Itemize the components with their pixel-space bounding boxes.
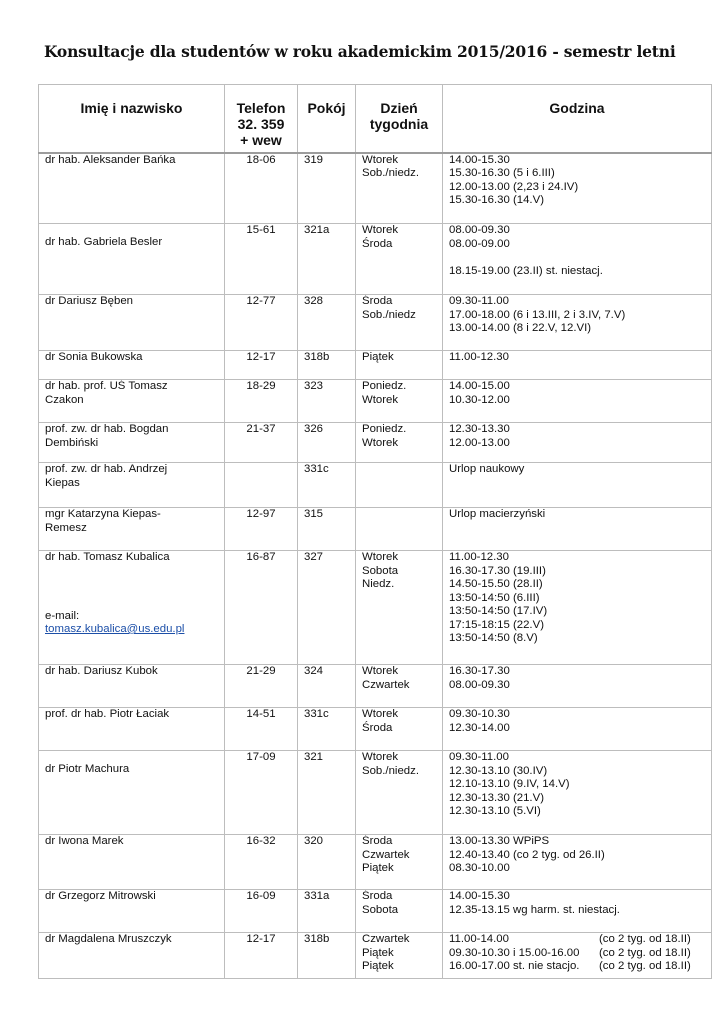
hours-line: 12.00-13.00 (2,23 i 24.IV) — [449, 180, 579, 193]
hours-line: 13.00-13.30 WPiPS — [449, 835, 550, 847]
name-cell — [39, 665, 225, 708]
room-cell: 321a — [298, 224, 356, 295]
phone-cell: 12-97 — [225, 508, 298, 551]
email-label: e-mail: — [45, 609, 80, 622]
hours-line: 12.00-13.00 — [449, 436, 510, 449]
table-row — [39, 508, 712, 551]
hours-line: 12.30-13.10 (5.VI) — [449, 805, 541, 817]
name-cell — [39, 463, 225, 508]
name-line: prof. dr hab. Piotr Łaciak — [45, 708, 170, 720]
day-line: Środa — [362, 721, 393, 734]
phone-cell: 21-29 — [225, 665, 298, 708]
header-phone-line: 32. 359 — [237, 116, 285, 132]
room-cell: 331c — [298, 463, 356, 508]
name-cell — [39, 423, 225, 463]
hours-line: 16.30-17.30 (19.III) — [449, 564, 546, 577]
day-line: Sob./niedz. — [362, 167, 419, 179]
day-cell — [356, 224, 443, 295]
name-cell — [39, 224, 225, 295]
name-cell — [39, 295, 225, 351]
room-cell: 326 — [298, 423, 356, 463]
day-cell — [356, 890, 443, 933]
name-cell — [39, 153, 225, 224]
phone-cell: 14-51 — [225, 708, 298, 751]
room-cell: 331c — [298, 708, 356, 751]
hours-cell — [443, 751, 712, 835]
hours-cell — [443, 423, 712, 463]
header-room: Pokój — [298, 85, 356, 153]
name-cell — [39, 890, 225, 933]
page-title: Konsultacje dla studentów w roku akademickim 2015/2016 - semestr letni — [44, 42, 676, 61]
day-cell — [356, 295, 443, 351]
phone-cell: 16-09 — [225, 890, 298, 933]
phone-cell — [225, 463, 298, 508]
header-hours: Godzina — [443, 85, 712, 153]
hours-time: 09.30-10.30 i 15.00-16.00 — [449, 946, 580, 959]
phone-cell: 16-32 — [225, 835, 298, 890]
name-line: dr hab. Aleksander Bańka — [45, 153, 176, 166]
hours-line: 16.30-17.30 — [449, 665, 510, 677]
hours-line: 14.00-15.30 — [449, 153, 510, 166]
hours-line: 15.30-16.30 (5 i 6.III) — [449, 167, 555, 179]
day-cell — [356, 351, 443, 380]
table-row — [39, 224, 712, 295]
hours-note: (co 2 tyg. od 18.II) — [599, 960, 691, 972]
hours-cell — [443, 551, 712, 665]
name-cell — [39, 751, 225, 835]
hours-line: 12.30-13.10 (30.IV) — [449, 764, 548, 777]
hours-line: 18.15-19.00 (23.II) st. niestacj. — [449, 264, 603, 277]
hours-line: 09.30-11.00 — [449, 751, 509, 763]
hours-line: 08.00-09.30 — [449, 678, 510, 691]
hours-line: 12.10-13.10 (9.IV, 14.V) — [449, 778, 570, 790]
phone-cell: 12-17 — [225, 351, 298, 380]
name-cell — [39, 708, 225, 751]
table-row — [39, 933, 712, 979]
day-line: Poniedz. — [362, 380, 407, 392]
hours-line: 11.00-12.30 — [449, 551, 509, 563]
table-row — [39, 351, 712, 380]
day-line: Wtorek — [362, 153, 399, 166]
day-cell — [356, 423, 443, 463]
day-cell — [356, 751, 443, 835]
hours-note: (co 2 tyg. od 18.II) — [599, 946, 691, 959]
hours-line: 13:50-14:50 (17.IV) — [449, 605, 548, 617]
phone-cell: 15-61 — [225, 224, 298, 295]
consultation-table — [38, 84, 712, 979]
table-row — [39, 835, 712, 890]
header-day — [356, 85, 443, 153]
table-header-row — [39, 85, 712, 153]
room-cell: 327 — [298, 551, 356, 665]
name-line: dr hab. Gabriela Besler — [45, 236, 163, 248]
day-cell — [356, 551, 443, 665]
room-cell: 324 — [298, 665, 356, 708]
name-line: dr hab. Dariusz Kubok — [45, 665, 158, 677]
phone-cell: 16-87 — [225, 551, 298, 665]
name-cell — [39, 380, 225, 423]
hours-line: 10.30-12.00 — [449, 393, 510, 406]
hours-line: 09.30-10.30 — [449, 708, 510, 720]
day-line: Czwartek — [362, 933, 410, 945]
hours-cell — [443, 295, 712, 351]
day-line: Piątek — [362, 862, 394, 874]
email-link[interactable]: tomasz.kubalica@us.edu.pl — [45, 623, 185, 635]
day-cell — [356, 933, 443, 979]
hours-cell — [443, 153, 712, 224]
day-line: Wtorek — [362, 751, 399, 763]
table-row — [39, 423, 712, 463]
phone-cell: 18-29 — [225, 380, 298, 423]
table-row — [39, 463, 712, 508]
hours-line: 11.00-12.30 — [449, 351, 509, 363]
day-line: Wtorek — [362, 393, 399, 406]
name-line: dr Magdalena Mruszczyk — [45, 933, 172, 945]
header-phone-line: + wew — [240, 132, 282, 148]
day-line: Wtorek — [362, 436, 399, 449]
name-line: dr hab. Tomasz Kubalica — [45, 551, 170, 563]
room-cell: 315 — [298, 508, 356, 551]
room-cell: 318b — [298, 933, 356, 979]
hours-line: 14.50-15.50 (28.II) — [449, 578, 543, 590]
day-line: Sob./niedz — [362, 308, 416, 321]
day-line: Sobota — [362, 903, 399, 916]
table-row — [39, 708, 712, 751]
hours-cell — [443, 508, 712, 551]
room-cell: 331a — [298, 890, 356, 933]
name-cell — [39, 508, 225, 551]
hours-cell — [443, 835, 712, 890]
hours-cell — [443, 351, 712, 380]
day-line: Czwartek — [362, 848, 410, 861]
table-row — [39, 890, 712, 933]
hours-cell — [443, 708, 712, 751]
day-cell — [356, 665, 443, 708]
room-cell: 323 — [298, 380, 356, 423]
phone-cell: 18-06 — [225, 153, 298, 224]
day-line: Środa — [362, 237, 393, 250]
hours-line: 14.00-15.30 — [449, 890, 510, 902]
table-row — [39, 153, 712, 224]
day-line: Czwartek — [362, 678, 410, 691]
day-cell — [356, 508, 443, 551]
day-line: Wtorek — [362, 551, 399, 563]
day-cell — [356, 153, 443, 224]
header-name: Imię i nazwisko — [39, 85, 225, 153]
hours-line: 08.00-09.30 — [449, 224, 510, 236]
hours-line: 12.35-13.15 wg harm. st. niestacj. — [449, 903, 620, 916]
name-line: Dembiński — [45, 436, 99, 449]
hours-line: 12.30-13.30 — [449, 423, 510, 435]
hours-cell — [443, 380, 712, 423]
hours-cell — [443, 224, 712, 295]
day-cell — [356, 463, 443, 508]
name-line: dr Piotr Machura — [45, 763, 130, 775]
day-cell — [356, 708, 443, 751]
name-line: dr Sonia Bukowska — [45, 351, 143, 363]
hours-cell — [443, 463, 712, 508]
hours-line: 13:50-14:50 (6.III) — [449, 591, 540, 604]
name-cell — [39, 551, 225, 665]
name-cell — [39, 933, 225, 979]
day-line: Wtorek — [362, 665, 399, 677]
room-cell: 321 — [298, 751, 356, 835]
name-line: dr Grzegorz Mitrowski — [45, 890, 156, 902]
hours-line: Urlop macierzyński — [449, 508, 546, 520]
hours-line — [449, 933, 705, 947]
phone-cell: 12-17 — [225, 933, 298, 979]
name-line: dr hab. prof. UŚ Tomasz — [45, 380, 168, 392]
day-line: Piątek — [362, 960, 394, 972]
name-line: Czakon — [45, 393, 84, 406]
hours-line: 12.30-13.30 (21.V) — [449, 791, 544, 804]
hours-line: 13.00-14.00 (8 i 22.V, 12.VI) — [449, 322, 592, 334]
hours-line: Urlop naukowy — [449, 463, 525, 475]
hours-line: 09.30-11.00 — [449, 295, 509, 307]
hours-cell — [443, 665, 712, 708]
day-line: Poniedz. — [362, 423, 407, 435]
name-cell — [39, 351, 225, 380]
name-line: prof. zw. dr hab. Andrzej — [45, 463, 168, 475]
name-line: dr Dariusz Bęben — [45, 295, 134, 307]
day-line: Sob./niedz. — [362, 764, 419, 777]
name-line: dr Iwona Marek — [45, 835, 124, 847]
header-phone — [225, 85, 298, 153]
name-line: prof. zw. dr hab. Bogdan — [45, 423, 169, 435]
header-phone-line: Telefon — [236, 100, 286, 116]
table-row — [39, 380, 712, 423]
table-row — [39, 751, 712, 835]
hours-cell — [443, 890, 712, 933]
day-line: Środa — [362, 835, 393, 847]
hours-line: 14.00-15.00 — [449, 380, 510, 392]
room-cell: 319 — [298, 153, 356, 224]
room-cell: 320 — [298, 835, 356, 890]
day-line: Środa — [362, 295, 393, 307]
hours-line: 08.30-10.00 — [449, 862, 510, 874]
day-cell — [356, 380, 443, 423]
name-cell — [39, 835, 225, 890]
day-line: Piątek — [362, 946, 394, 959]
hours-time: 11.00-14.00 — [449, 933, 509, 945]
day-line: Wtorek — [362, 708, 399, 720]
name-line: mgr Katarzyna Kiepas- — [45, 508, 161, 520]
hours-note: (co 2 tyg. od 18.II) — [599, 933, 691, 945]
phone-cell: 12-77 — [225, 295, 298, 351]
table-row — [39, 665, 712, 708]
header-day-line: Dzień — [380, 100, 418, 116]
hours-line: 13:50-14:50 (8.V) — [449, 632, 538, 644]
hours-line — [449, 960, 705, 974]
table-row — [39, 295, 712, 351]
hours-line: 12.40-13.40 (co 2 tyg. od 26.II) — [449, 848, 605, 861]
hours-line: 17:15-18:15 (22.V) — [449, 618, 544, 631]
day-line: Niedz. — [362, 578, 395, 590]
header-day-line: tygodnia — [369, 116, 429, 132]
name-line: Kiepas — [45, 476, 80, 489]
phone-cell: 17-09 — [225, 751, 298, 835]
hours-line — [449, 947, 705, 961]
day-line: Piątek — [362, 351, 394, 363]
room-cell: 318b — [298, 351, 356, 380]
day-line: Wtorek — [362, 224, 399, 236]
hours-cell — [443, 933, 712, 979]
phone-cell: 21-37 — [225, 423, 298, 463]
hours-line: 15.30-16.30 (14.V) — [449, 194, 544, 206]
room-cell: 328 — [298, 295, 356, 351]
hours-line: 17.00-18.00 (6 i 13.III, 2 i 3.IV, 7.V) — [449, 308, 626, 321]
blank-line — [449, 251, 705, 265]
day-cell — [356, 835, 443, 890]
hours-time: 16.00-17.00 st. nie stacjo. — [449, 960, 580, 972]
day-line: Środa — [362, 890, 393, 902]
table-row — [39, 551, 712, 665]
hours-line: 08.00-09.00 — [449, 237, 510, 250]
hours-line: 12.30-14.00 — [449, 721, 510, 734]
day-line: Sobota — [362, 564, 399, 577]
name-line: Remesz — [45, 521, 87, 534]
